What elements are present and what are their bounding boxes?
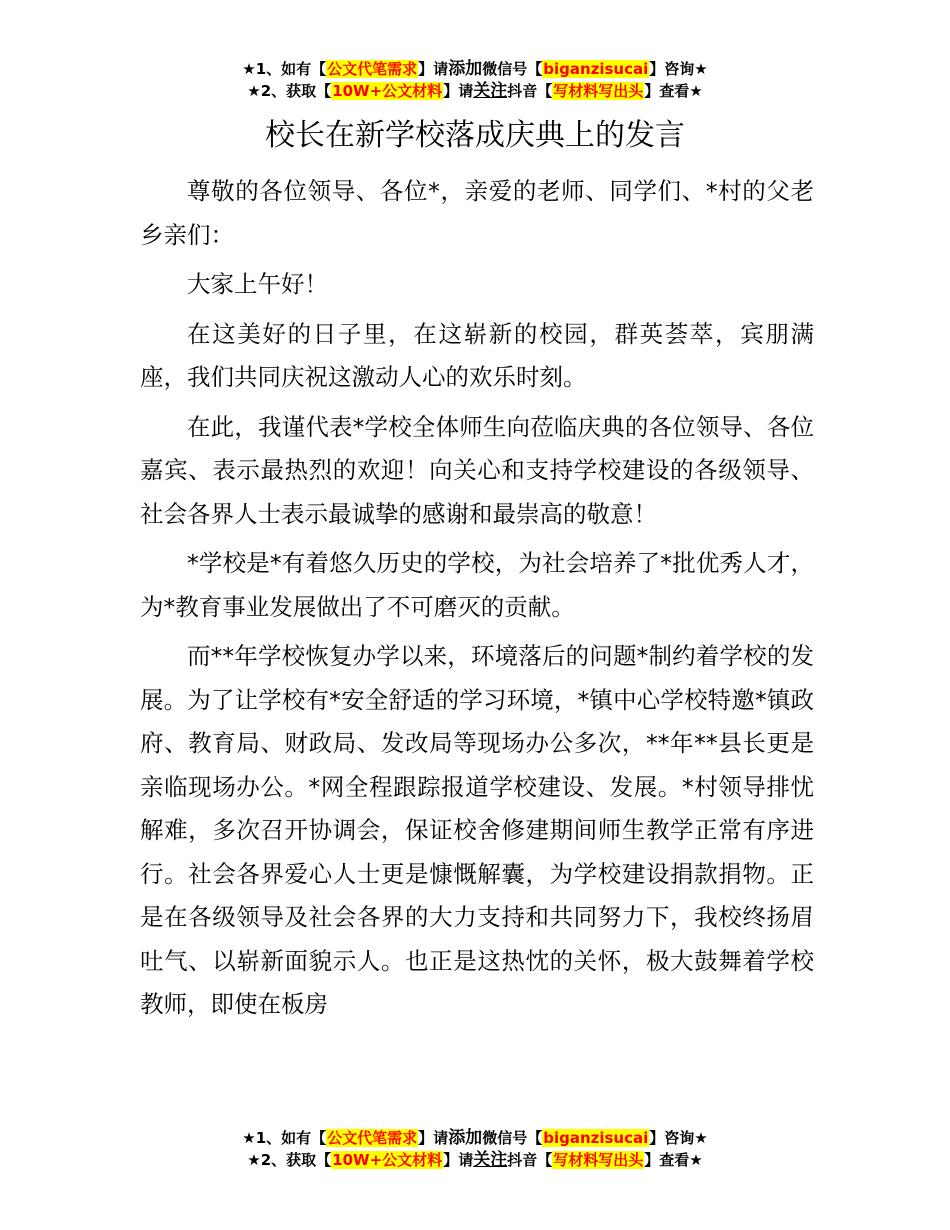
banner-text: 抖音【 [507,82,553,100]
banner-text: 】请 [443,1151,474,1169]
highlight-materials: 10W+公文材料 [332,82,443,100]
banner-text: 微信号【 [482,1129,543,1147]
banner-emphasis: 关注 [473,1150,508,1170]
highlight-douyin-id: 写材料写出头 [553,1151,644,1169]
banner-text: ★1、如有【 [242,60,327,78]
highlight-service: 公文代笔需求 [327,60,418,78]
paragraph: 在这美好的日子里，在这崭新的校园，群英荟萃，宾朋满座，我们共同庆祝这激动人心的欢乐时刻。 [140,319,814,391]
paragraph-greeting: 大家上午好！ [187,270,328,298]
highlight-wechat-id: biganzisucai [543,1129,649,1147]
banner-text: 】请 [418,1129,449,1147]
highlight-wechat-id: biganzisucai [543,60,649,78]
banner-line-2 [0,80,950,102]
banner-text: 】咨询★ [649,1129,708,1147]
paragraph: 在此，我谨代表*学校全体师生向莅临庆典的各位领导、各位嘉宾、表示最热烈的欢迎！向关心和支持学校建设的各级领导、社会各界人士表示最诚挚的感谢和最崇高的敬意！ [140,412,814,528]
highlight-service: 公文代笔需求 [327,1129,418,1147]
paragraph-salutation: 尊敬的各位领导、各位*，亲爱的老师、同学们、*村的父老乡亲们： [140,177,814,249]
document-title: 校长在新学校落成庆典上的发言 [265,118,685,153]
banner-emphasis: 添加 [448,59,483,79]
footer-banner [0,1127,950,1171]
paragraph: 而**年学校恢复办学以来，环境落后的问题*制约着学校的发展。为了让学校有*安全舒适的学习环境，*镇中心学校特邀*镇政府、教育局、财政局、发改局等现场办公多次，**年**县长更是亲临现场办公。*网全程跟踪报道学校建设、发展。*村领导排忧解难，多次召开协调会，保证校舍修建期间师生教学正常有序进行。社会各界爱心人士更是慷慨解囊，为学校建设捐款捐物。正是在各级领导及社会各界的大力支持和共同努力下，我校终扬眉吐气、以崭新面貌示人。也正是这热忱的关怀，极大鼓舞着学校教师，即使在板房 [140,642,814,1018]
highlight-douyin-id: 写材料写出头 [553,82,644,100]
banner-text: 】查看★ [644,1151,703,1169]
document-body [140,170,814,1033]
highlight-materials: 10W+公文材料 [332,1151,443,1169]
banner-text: 微信号【 [482,60,543,78]
banner-text: 】查看★ [644,82,703,100]
banner-text: 】咨询★ [649,60,708,78]
banner-line-1 [0,1127,950,1149]
banner-line-2 [0,1149,950,1171]
banner-emphasis: 添加 [448,1128,483,1148]
banner-text: 】请 [418,60,449,78]
banner-text: 】请 [443,82,474,100]
banner-text: ★2、获取【 [247,1151,332,1169]
banner-emphasis: 关注 [473,81,508,101]
banner-text: ★1、如有【 [242,1129,327,1147]
banner-text: ★2、获取【 [247,82,332,100]
header-banner [0,58,950,102]
paragraph: *学校是*有着悠久历史的学校，为社会培养了*批优秀人才，为*教育事业发展做出了不可磨灭的贡献。 [140,549,814,621]
banner-text: 抖音【 [507,1151,553,1169]
banner-line-1 [0,58,950,80]
